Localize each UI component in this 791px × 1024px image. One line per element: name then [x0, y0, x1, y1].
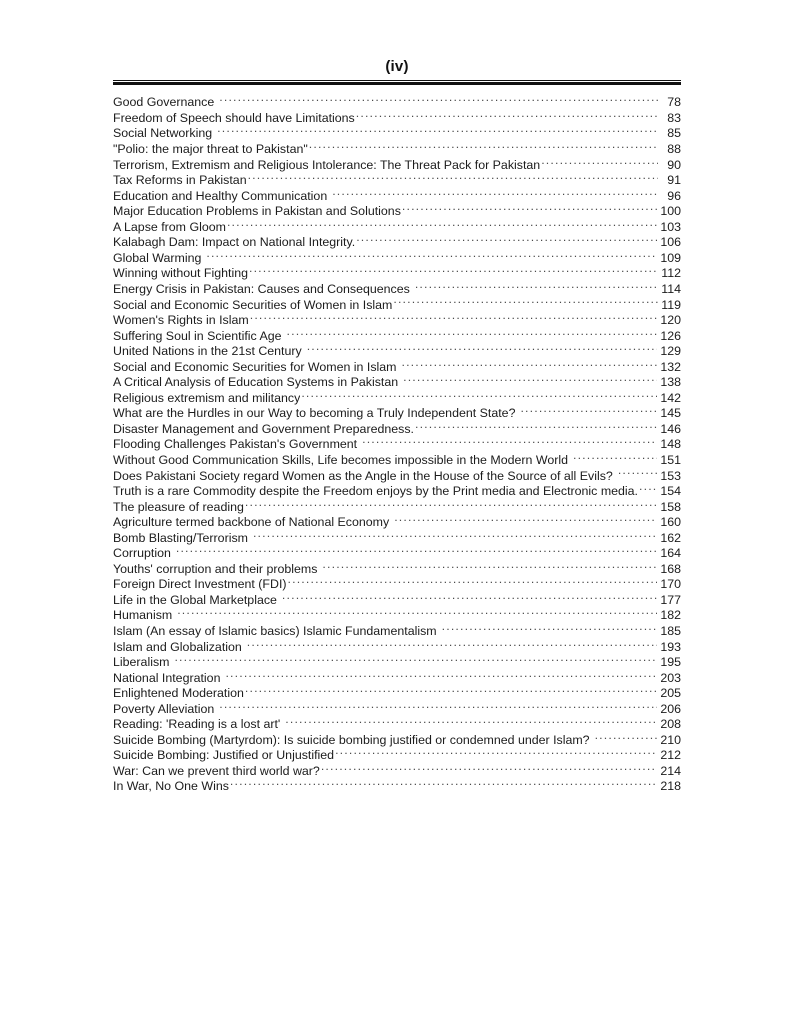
- rule-thick-line: [113, 82, 681, 85]
- toc-entry-page-number: 126: [660, 328, 681, 343]
- toc-entry-title: Freedom of Speech should have Limitations: [113, 110, 355, 125]
- toc-entry[interactable]: [113, 731, 681, 747]
- toc-entry-title: Bomb Blasting/Terrorism: [113, 530, 248, 545]
- toc-entry-title: Corruption: [113, 546, 171, 561]
- toc-entry-title: Kalabagh Dam: Impact on National Integrity.: [113, 235, 356, 250]
- toc-entry-title: Does Pakistani Society regard Women as the Angle in the House of the Source of all Evils?: [113, 468, 613, 483]
- toc-dot-leader: [541, 156, 658, 168]
- toc-entry[interactable]: [113, 405, 681, 421]
- toc-entry-page-number: 88: [667, 142, 681, 157]
- toc-entry-title: Global Warming: [113, 250, 202, 265]
- toc-entry-title: Islam and Globalization: [113, 639, 242, 654]
- toc-entry[interactable]: [113, 607, 681, 623]
- toc-dot-leader: [309, 141, 658, 153]
- toc-dot-leader: [639, 483, 657, 495]
- toc-entry-title: National Integration: [113, 670, 221, 685]
- toc-entry[interactable]: [113, 343, 681, 359]
- table-of-contents: [113, 94, 681, 794]
- toc-dot-leader: [442, 623, 658, 635]
- toc-entry-page-number: 109: [660, 250, 681, 265]
- toc-entry[interactable]: [113, 125, 681, 141]
- toc-entry-title: Liberalism: [113, 655, 170, 670]
- toc-dot-leader: [403, 374, 657, 386]
- header-double-rule: [113, 80, 681, 85]
- toc-entry-page-number: 119: [661, 297, 681, 312]
- toc-entry-title: Islam (An essay of Islamic basics) Islamic Fundamentalism: [113, 623, 437, 638]
- toc-entry-page-number: 210: [660, 732, 681, 747]
- toc-entry-title: Agriculture termed backbone of National Economy: [113, 515, 390, 530]
- toc-entry[interactable]: [113, 467, 681, 483]
- toc-entry-page-number: 203: [660, 670, 681, 685]
- page-folio: (iv): [385, 58, 409, 75]
- toc-entry-page-number: 146: [660, 421, 681, 436]
- toc-entry-title: Suffering Soul in Scientific Age: [113, 328, 282, 343]
- toc-dot-leader: [250, 312, 658, 324]
- toc-entry-page-number: 100: [660, 204, 681, 219]
- toc-entry[interactable]: [113, 669, 681, 685]
- toc-entry[interactable]: [113, 483, 681, 499]
- toc-entry[interactable]: [113, 420, 681, 436]
- toc-entry-title: Terrorism, Extremism and Religious Intolerance: The Threat Pack for Pakistan: [113, 157, 541, 172]
- toc-entry-page-number: 195: [660, 655, 681, 670]
- toc-dot-leader: [287, 327, 658, 339]
- toc-entry-page-number: 142: [660, 390, 681, 405]
- toc-entry-page-number: 185: [660, 623, 681, 638]
- toc-entry-page-number: 206: [660, 701, 681, 716]
- toc-entry[interactable]: [113, 218, 681, 234]
- toc-entry-title: Suicide Bombing (Martyrdom): Is suicide bombing justified or condemned under Islam?: [113, 732, 590, 747]
- toc-dot-leader: [393, 296, 658, 308]
- toc-dot-leader: [335, 747, 657, 759]
- toc-entry[interactable]: [113, 141, 681, 157]
- toc-entry-page-number: 164: [660, 546, 681, 561]
- toc-entry-page-number: 145: [660, 406, 681, 421]
- toc-dot-leader: [176, 545, 657, 557]
- toc-entry-page-number: 212: [660, 748, 681, 763]
- toc-dot-leader: [356, 234, 657, 246]
- toc-entry-page-number: 214: [660, 763, 681, 778]
- toc-entry-page-number: 208: [660, 717, 681, 732]
- toc-dot-leader: [402, 358, 658, 370]
- toc-entry-title: Women's Rights in Islam: [113, 313, 249, 328]
- toc-entry[interactable]: [113, 700, 681, 716]
- toc-entry[interactable]: [113, 747, 681, 763]
- toc-dot-leader: [321, 763, 657, 775]
- toc-entry-page-number: 103: [660, 219, 681, 234]
- toc-dot-leader: [219, 94, 658, 106]
- toc-entry[interactable]: [113, 281, 681, 297]
- toc-dot-leader: [245, 685, 657, 697]
- toc-entry-page-number: 112: [661, 266, 681, 281]
- toc-dot-leader: [595, 731, 658, 743]
- toc-entry-title: Major Education Problems in Pakistan and Solutions: [113, 204, 401, 219]
- toc-entry-page-number: 138: [660, 375, 681, 390]
- toc-dot-leader: [247, 638, 658, 650]
- toc-entry[interactable]: [113, 436, 681, 452]
- toc-dot-leader: [362, 436, 657, 448]
- toc-entry-title: United Nations in the 21st Century: [113, 344, 302, 359]
- toc-dot-leader: [227, 218, 657, 230]
- toc-entry-title: Energy Crisis in Pakistan: Causes and Consequences: [113, 281, 410, 296]
- toc-entry-title: What are the Hurdles in our Way to becoming a Truly Independent State?: [113, 406, 516, 421]
- toc-entry-title: Winning without Fighting: [113, 266, 248, 281]
- toc-entry-title: Religious extremism and militancy: [113, 390, 301, 405]
- toc-dot-leader: [573, 452, 657, 464]
- toc-entry-title: Social Networking: [113, 126, 213, 141]
- toc-dot-leader: [285, 716, 657, 728]
- toc-entry-page-number: 85: [667, 126, 681, 141]
- toc-dot-leader: [301, 389, 657, 401]
- toc-entry-page-number: 96: [667, 188, 681, 203]
- toc-entry-title: Flooding Challenges Pakistan's Government: [113, 437, 358, 452]
- toc-entry-page-number: 170: [660, 577, 681, 592]
- toc-entry[interactable]: [113, 576, 681, 592]
- toc-dot-leader: [288, 576, 658, 588]
- toc-entry-title: Poverty Alleviation: [113, 701, 215, 716]
- toc-entry-title: Tax Reforms in Pakistan: [113, 173, 247, 188]
- toc-entry-title: Life in the Global Marketplace: [113, 592, 277, 607]
- toc-entry[interactable]: [113, 94, 681, 110]
- toc-entry-title: Suicide Bombing: Justified or Unjustified: [113, 748, 335, 763]
- toc-entry[interactable]: [113, 203, 681, 219]
- toc-entry-page-number: 90: [667, 157, 681, 172]
- toc-entry-title: Good Governance: [113, 95, 215, 110]
- toc-entry[interactable]: [113, 498, 681, 514]
- toc-entry[interactable]: [113, 234, 681, 250]
- toc-entry[interactable]: [113, 529, 681, 545]
- toc-dot-leader: [618, 467, 658, 479]
- toc-entry[interactable]: [113, 389, 681, 405]
- toc-entry-page-number: 78: [667, 95, 681, 110]
- toc-entry-page-number: 168: [660, 561, 681, 576]
- toc-entry[interactable]: [113, 638, 681, 654]
- toc-dot-leader: [520, 405, 657, 417]
- toc-dot-leader: [230, 778, 657, 790]
- toc-entry-title: A Lapse from Gloom: [113, 219, 226, 234]
- toc-dot-leader: [356, 110, 658, 122]
- toc-dot-leader: [322, 560, 657, 572]
- toc-entry[interactable]: [113, 685, 681, 701]
- toc-entry[interactable]: [113, 265, 681, 281]
- toc-dot-leader: [415, 420, 657, 432]
- toc-entry-page-number: 114: [661, 281, 681, 296]
- toc-entry[interactable]: [113, 623, 681, 639]
- toc-entry[interactable]: [113, 187, 681, 203]
- toc-entry-page-number: 91: [667, 173, 681, 188]
- toc-entry-page-number: 129: [660, 344, 681, 359]
- toc-entry-page-number: 120: [660, 313, 681, 328]
- toc-entry-page-number: 151: [660, 452, 681, 467]
- toc-dot-leader: [307, 343, 658, 355]
- toc-entry[interactable]: [113, 156, 681, 172]
- toc-entry-page-number: 160: [660, 515, 681, 530]
- toc-entry-title: Youths' corruption and their problems: [113, 561, 318, 576]
- toc-dot-leader: [219, 700, 657, 712]
- toc-dot-leader: [402, 203, 657, 215]
- toc-entry[interactable]: [113, 560, 681, 576]
- toc-entry-page-number: 153: [660, 468, 681, 483]
- toc-entry[interactable]: [113, 778, 681, 794]
- toc-entry-title: War: Can we prevent third world war?: [113, 763, 320, 778]
- toc-entry-title: Truth is a rare Commodity despite the Freedom enjoys by the Print media and Electronic media.: [113, 484, 639, 499]
- toc-entry-title: "Polio: the major threat to Pakistan": [113, 142, 308, 157]
- toc-entry[interactable]: [113, 514, 681, 530]
- toc-entry[interactable]: [113, 716, 681, 732]
- toc-entry[interactable]: [113, 312, 681, 328]
- toc-entry[interactable]: [113, 545, 681, 561]
- toc-entry[interactable]: [113, 296, 681, 312]
- toc-dot-leader: [206, 249, 657, 261]
- toc-entry[interactable]: [113, 374, 681, 390]
- toc-dot-leader: [332, 187, 658, 199]
- toc-entry-page-number: 132: [660, 359, 681, 374]
- toc-dot-leader: [282, 592, 657, 604]
- toc-entry-title: Education and Healthy Communication: [113, 188, 328, 203]
- page-header: [113, 58, 681, 85]
- toc-entry[interactable]: [113, 763, 681, 779]
- toc-entry-page-number: 177: [660, 592, 681, 607]
- toc-dot-leader: [174, 654, 657, 666]
- toc-dot-leader: [245, 498, 657, 510]
- toc-entry-page-number: 158: [660, 499, 681, 514]
- toc-entry-page-number: 162: [660, 530, 681, 545]
- toc-dot-leader: [394, 514, 657, 526]
- toc-entry-title: Disaster Management and Government Preparedness.: [113, 421, 414, 436]
- toc-dot-leader: [248, 172, 658, 184]
- toc-entry[interactable]: [113, 654, 681, 670]
- toc-entry-page-number: 205: [660, 686, 681, 701]
- toc-dot-leader: [253, 529, 657, 541]
- toc-entry-title: In War, No One Wins: [113, 779, 229, 794]
- toc-entry-page-number: 218: [660, 779, 681, 794]
- toc-entry-title: A Critical Analysis of Education Systems in Pakistan: [113, 375, 399, 390]
- toc-entry-page-number: 148: [660, 437, 681, 452]
- toc-entry-title: The pleasure of reading: [113, 499, 244, 514]
- toc-entry-page-number: 182: [660, 608, 681, 623]
- toc-entry-page-number: 106: [660, 235, 681, 250]
- toc-entry[interactable]: [113, 249, 681, 265]
- toc-entry-page-number: 154: [660, 484, 681, 499]
- toc-dot-leader: [249, 265, 658, 277]
- toc-dot-leader: [217, 125, 658, 137]
- toc-entry-page-number: 193: [660, 639, 681, 654]
- toc-entry-title: Social and Economic Securities of Women in Islam: [113, 297, 393, 312]
- toc-entry-title: Without Good Communication Skills, Life becomes impossible in the Modern World: [113, 452, 568, 467]
- toc-entry-title: Enlightened Moderation: [113, 686, 244, 701]
- toc-dot-leader: [177, 607, 657, 619]
- toc-entry[interactable]: [113, 452, 681, 468]
- toc-entry-title: Reading: 'Reading is a lost art': [113, 717, 281, 732]
- toc-entry[interactable]: [113, 327, 681, 343]
- toc-dot-leader: [225, 669, 657, 681]
- toc-entry-title: Foreign Direct Investment (FDI): [113, 577, 287, 592]
- toc-entry[interactable]: [113, 358, 681, 374]
- toc-entry-page-number: 83: [667, 110, 681, 125]
- toc-entry-title: Humanism: [113, 608, 173, 623]
- toc-entry[interactable]: [113, 110, 681, 126]
- toc-entry[interactable]: [113, 592, 681, 608]
- toc-dot-leader: [415, 281, 658, 293]
- toc-entry-title: Social and Economic Securities for Women in Islam: [113, 359, 397, 374]
- toc-entry[interactable]: [113, 172, 681, 188]
